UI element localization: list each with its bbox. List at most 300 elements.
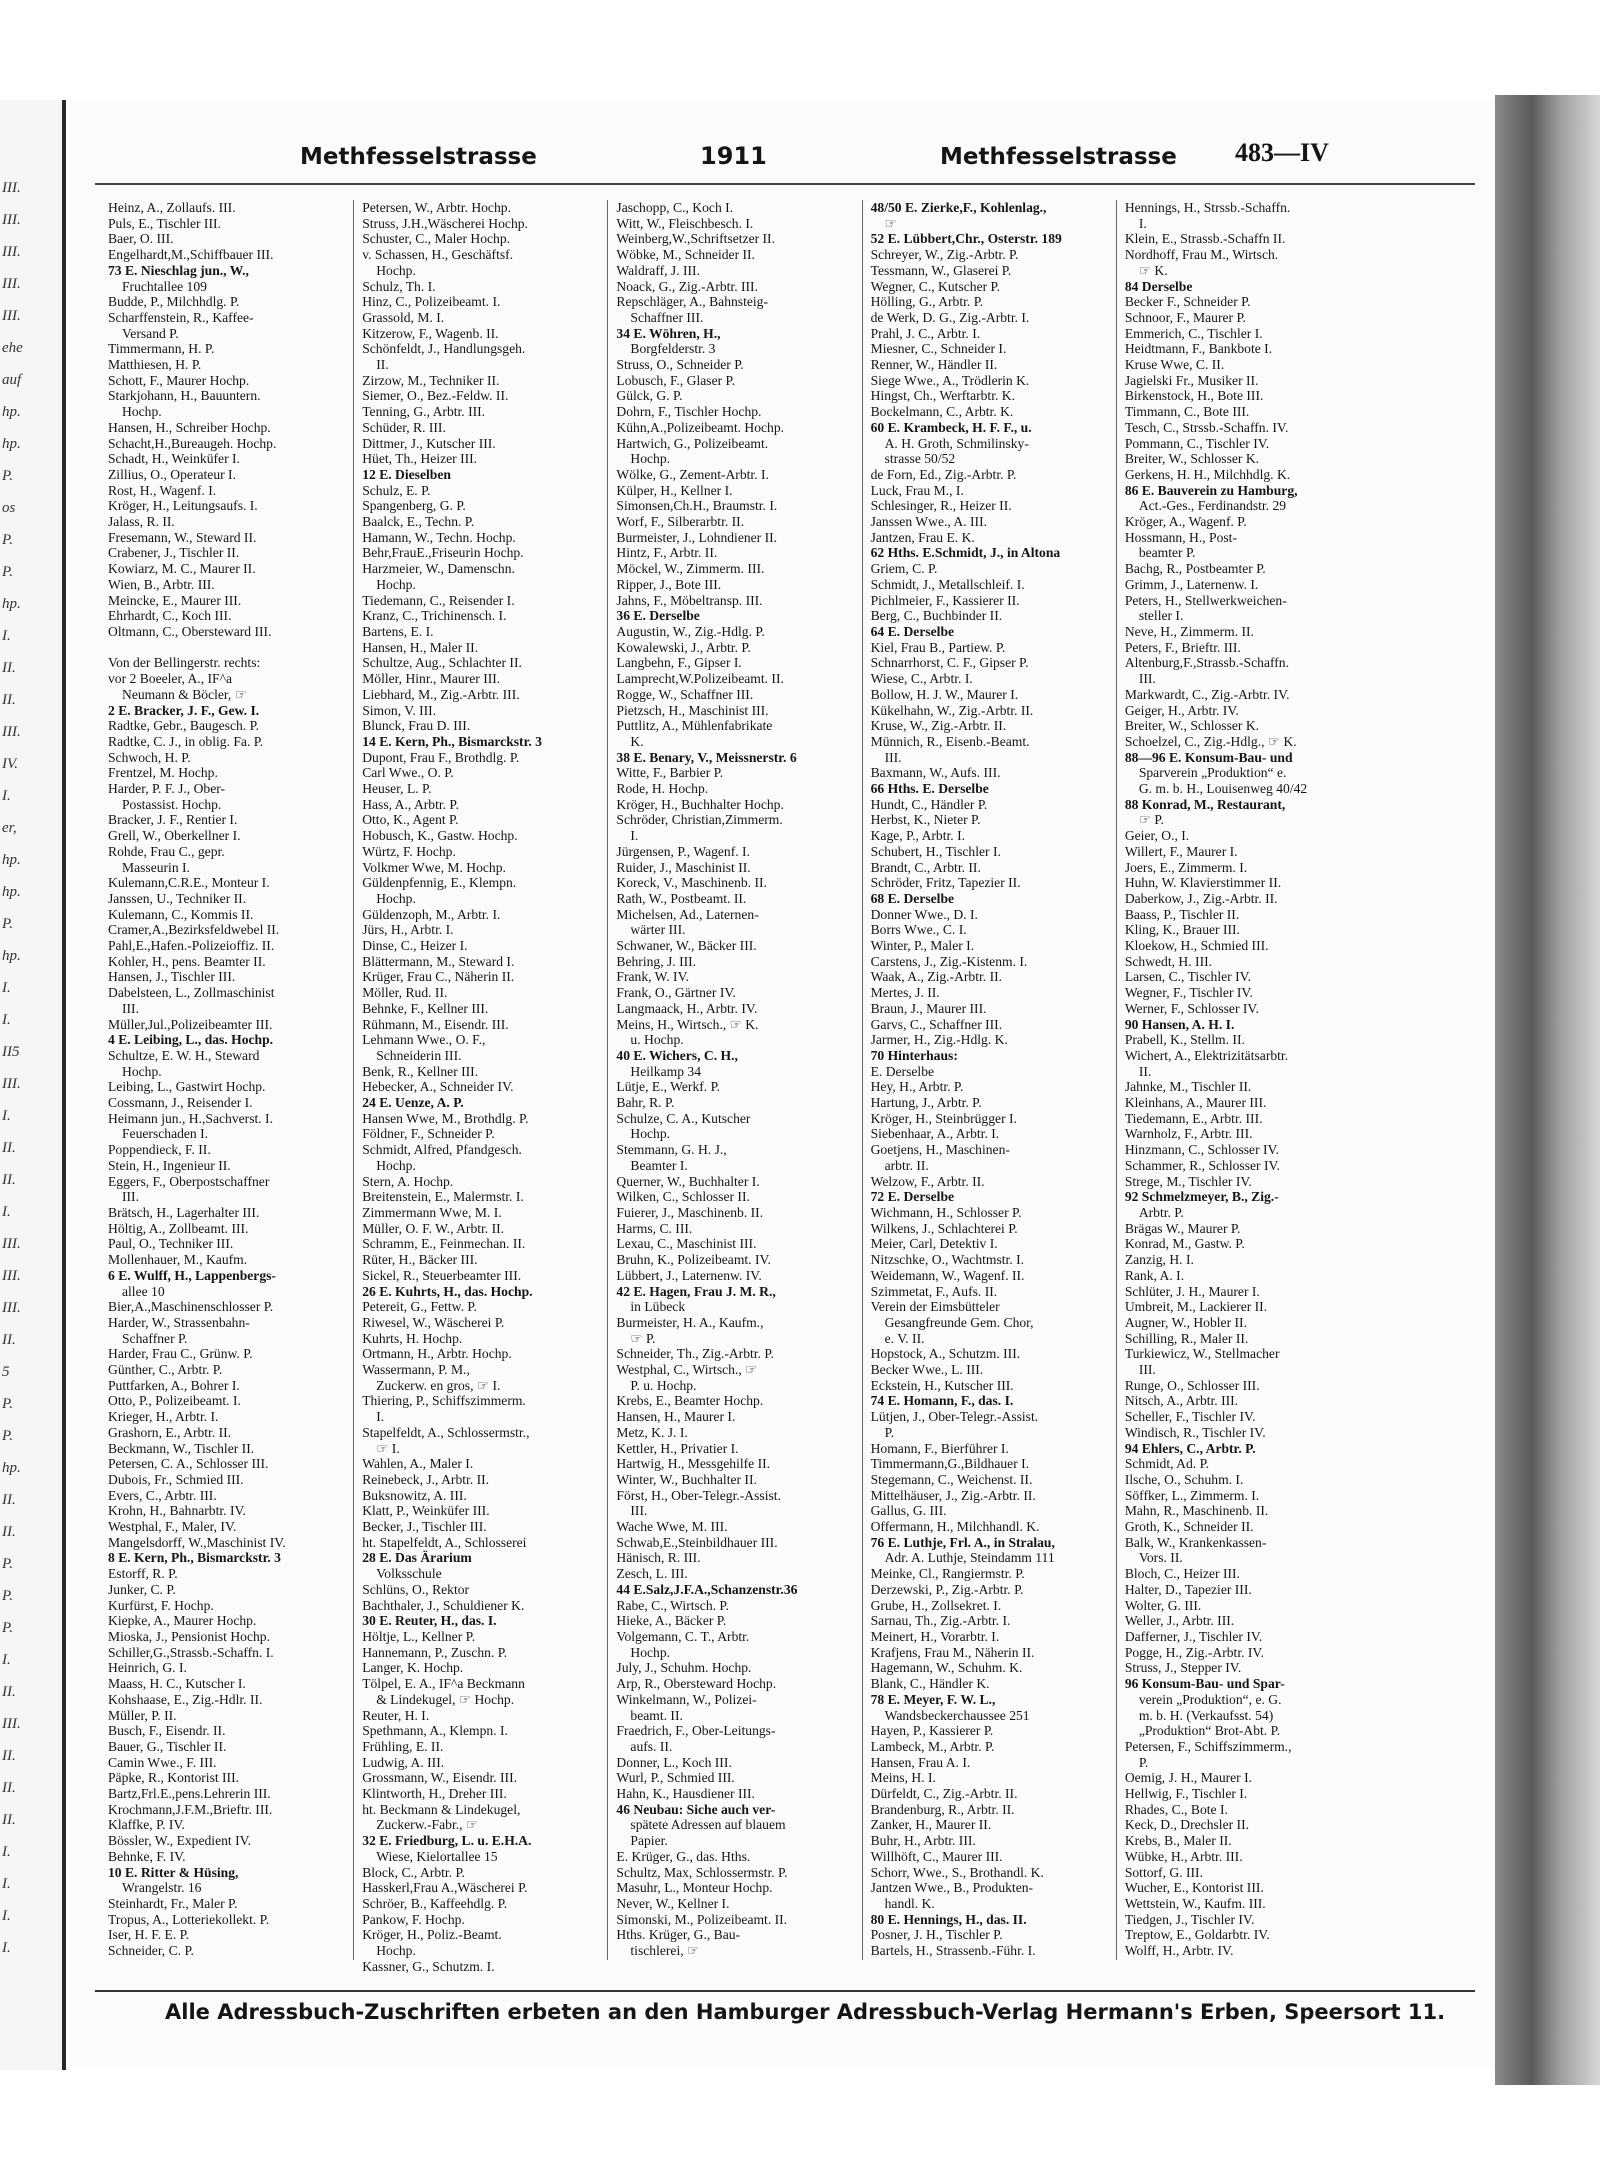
left-page-fragment: I.	[2, 1108, 11, 1124]
page-number: 483—IV	[1235, 138, 1329, 167]
directory-entry: Hasskerl,Frau A.,Wäscherei P.	[362, 1880, 528, 1896]
directory-entry: Miesner, C., Schneider I.	[870, 341, 1007, 357]
directory-entry: vor 2 Boeeler, A., IF^a	[108, 671, 232, 687]
directory-entry: Rabe, C., Wirtsch. P.	[616, 1597, 729, 1613]
directory-entry: Feuerschaden I.	[122, 1126, 209, 1142]
directory-entry: Kulemann,C.R.E., Monteur I.	[108, 875, 270, 891]
directory-entry: Iser, H. F. E. P.	[108, 1927, 190, 1943]
directory-entry: Keck, D., Drechsler II.	[1124, 1817, 1249, 1833]
directory-entry: Junker, C. P.	[108, 1581, 176, 1597]
directory-entry: Wegner, C., Kutscher P.	[870, 278, 1000, 294]
directory-entry: Donner, L., Koch III.	[616, 1754, 732, 1770]
left-page-fragment: II.	[2, 1332, 16, 1348]
directory-entry: Rode, H. Hochp.	[616, 781, 709, 797]
directory-entry: Stegemann, C., Weichenst. II.	[870, 1471, 1033, 1487]
directory-entry: Never, W., Kellner I.	[616, 1895, 730, 1911]
directory-entry: Klatt, P., Weinküfer III.	[362, 1503, 490, 1519]
directory-entry: strasse 50/52	[884, 451, 956, 467]
directory-entry: Stapelfeldt, A., Schlossermstr.,	[362, 1424, 530, 1440]
previous-page-edge	[0, 100, 66, 2070]
directory-entry: Krieger, H., Arbtr. I.	[108, 1409, 219, 1425]
directory-entry: Kowiarz, M. C., Maurer II.	[108, 561, 256, 577]
directory-entry: Ripper, J., Bote III.	[616, 576, 722, 592]
directory-entry: Welzow, F., Arbtr. II.	[870, 1173, 985, 1189]
directory-entry: 42 E. Hagen, Frau J. M. R.,	[616, 1283, 776, 1299]
directory-entry: 52 E. Lübbert,Chr., Osterstr. 189	[870, 231, 1062, 247]
directory-entry: Wache Wwe, M. III.	[616, 1519, 728, 1535]
directory-entry: Grube, H., Zollsekret. I.	[870, 1597, 1002, 1613]
directory-entry: Krohn, H., Bahnarbtr. IV.	[108, 1503, 246, 1519]
directory-entry: Petersen, F., Schiffszimmerm.,	[1124, 1738, 1292, 1754]
directory-entry: Wichmann, H., Schlosser P.	[870, 1205, 1022, 1220]
directory-entry: Grassold, M. I.	[362, 309, 445, 325]
directory-entry: Hinz, C., Polizeibeamt. I.	[362, 294, 501, 310]
left-page-fragment: II.	[2, 1812, 16, 1828]
directory-entry: Arbtr. P.	[1138, 1205, 1184, 1220]
directory-entry: Kohler, H., pens. Beamter II.	[108, 953, 266, 969]
directory-entry: Baer, O. III.	[108, 231, 174, 247]
directory-entry: Meins, H., Wirtsch., ☞ K.	[616, 1016, 759, 1032]
running-head-right: Methfesselstrasse	[940, 144, 1177, 170]
left-page-fragment: I.	[2, 1908, 11, 1924]
directory-entry: Jürs, H., Arbtr. I.	[362, 922, 454, 938]
left-page-fragment: III.	[2, 1076, 21, 1092]
directory-entry: Hebecker, A., Schneider IV.	[362, 1079, 514, 1095]
directory-entry: Puls, E., Tischler III.	[108, 215, 221, 231]
directory-entry: 2 E. Bracker, J. F., Gew. I.	[108, 702, 260, 718]
directory-entry: Lexau, C., Maschinist III.	[616, 1236, 757, 1252]
directory-entry: Rhades, C., Bote I.	[1124, 1801, 1228, 1817]
directory-entry: Langmaack, H., Arbtr. IV.	[616, 1000, 758, 1016]
directory-entry: Huhn, W. Klavierstimmer II.	[1124, 875, 1282, 891]
directory-entry: Umbreit, M., Lackierer II.	[1124, 1299, 1268, 1315]
left-page-fragment: II.	[2, 692, 16, 708]
directory-entry: Carstens, J., Zig.-Kistenm. I.	[870, 953, 1028, 969]
directory-entry: Berg, C., Buchbinder II.	[870, 608, 1003, 624]
directory-entry: Treptow, E., Goldarbtr. IV.	[1124, 1927, 1270, 1943]
directory-entry: beamt. II.	[630, 1707, 683, 1723]
directory-entry: Hossmann, H., Post-	[1124, 529, 1237, 545]
directory-entry: steller I.	[1138, 608, 1184, 624]
directory-entry: Verein der Eimsbütteler	[870, 1299, 1000, 1315]
directory-entry: Runge, O., Schlosser III.	[1124, 1377, 1260, 1393]
directory-entry: Schilling, R., Maler II.	[1124, 1330, 1249, 1346]
directory-entry: Krüger, Frau C., Näherin II.	[362, 969, 515, 985]
directory-entry: Sparverein „Produktion“ e.	[1138, 765, 1287, 781]
directory-entry: Bartens, E. I.	[362, 623, 434, 639]
directory-entry: aufs. II.	[630, 1738, 673, 1754]
left-page-fragment: II.	[2, 660, 16, 676]
directory-entry: Masseurin I.	[122, 859, 190, 875]
directory-entry: Hansen, H., Maurer I.	[616, 1409, 736, 1425]
directory-entry: Krochmann,J.F.M.,Brieftr. III.	[108, 1801, 273, 1817]
directory-entry: Jahns, F., Möbeltransp. III.	[616, 592, 763, 608]
directory-entry: Kowalewski, J., Arbtr. P.	[616, 639, 751, 655]
directory-entry: Simonsen,Ch.H., Braumstr. I.	[616, 498, 778, 514]
directory-entry: Gallus, G. III.	[870, 1503, 947, 1519]
directory-entry: Hopstock, A., Schutzm. III.	[870, 1346, 1021, 1362]
directory-entry: 32 E. Friedburg, L. u. E.H.A.	[362, 1833, 532, 1849]
directory-entry: Ruider, J., Maschinist II.	[616, 859, 751, 875]
directory-entry: Wien, B., Arbtr. III.	[108, 576, 215, 592]
directory-entry: Puttlitz, A., Mühlenfabrikate	[616, 718, 773, 734]
left-page-fragment: I.	[2, 1940, 11, 1956]
left-page-fragment: P.	[2, 1588, 13, 1604]
directory-entry: m. b. H. (Verkaufsst. 54)	[1138, 1707, 1274, 1723]
directory-entry: Worf, F., Silberarbtr. II.	[616, 514, 745, 530]
left-page-fragment: I.	[2, 1876, 11, 1892]
left-page-fragment: III.	[2, 244, 21, 260]
directory-entry: Koreck, V., Maschinenb. II.	[616, 875, 767, 891]
directory-entry: Grossmann, W., Eisendr. III.	[362, 1770, 518, 1786]
directory-entry: Würtz, F. Hochp.	[362, 843, 456, 859]
left-page-fragment: P.	[2, 1620, 13, 1636]
directory-entry: Mollenhauer, M., Kaufm.	[108, 1252, 248, 1268]
directory-entry: Wiese, Kielortallee 15	[376, 1848, 498, 1864]
directory-entry: Starkjohann, H., Bauuntern.	[108, 388, 261, 404]
directory-entry: 88—96 E. Konsum-Bau- und	[1124, 749, 1293, 765]
directory-entry: Zesch, L. III.	[616, 1566, 688, 1582]
directory-entry: Wolter, G. III.	[1124, 1597, 1202, 1613]
directory-entry: Schoelzel, C., Zig.-Hdlg., ☞ K.	[1124, 733, 1297, 749]
directory-entry: Hagemann, W., Schuhm. K.	[870, 1660, 1023, 1676]
directory-entry: 68 E. Derselbe	[870, 890, 955, 906]
directory-entry: Eckstein, H., Kutscher III.	[870, 1377, 1014, 1393]
running-head-left: Methfesselstrasse	[300, 144, 537, 170]
directory-entry: Behnke, F. IV.	[108, 1848, 186, 1864]
directory-entry: Kühn,A.,Polizeibeamt. Hochp.	[616, 419, 785, 435]
directory-entry: Scharffenstein, R., Kaffee-	[108, 309, 254, 325]
directory-entry: Geiger, H., Arbtr. IV.	[1124, 702, 1239, 718]
directory-entry: Evers, C., Arbtr. III.	[108, 1487, 217, 1503]
directory-entry: Bössler, W., Expedient IV.	[108, 1833, 252, 1849]
left-page-fragment: II.	[2, 1492, 16, 1508]
directory-entry: Fuierer, J., Maschinenb. II.	[616, 1205, 764, 1220]
directory-entry: Peters, H., Stellwerkweichen-	[1124, 592, 1287, 608]
directory-entry: Wolff, H., Arbtr. IV.	[1124, 1943, 1234, 1959]
directory-entry: Schröder, Fritz, Tapezier II.	[870, 875, 1021, 891]
directory-entry: Bracker, J. F., Rentier I.	[108, 812, 238, 828]
left-page-fragment: II5	[2, 1044, 20, 1060]
directory-entry: Bloch, C., Heizer III.	[1124, 1566, 1240, 1582]
directory-entry: Schulz, E. P.	[362, 482, 431, 498]
left-page-fragment: II.	[2, 1780, 16, 1796]
directory-entry: Grashorn, E., Arbtr. II.	[108, 1424, 232, 1440]
directory-entry: Altenburg,F.,Strassb.-Schaffn.	[1124, 655, 1289, 671]
directory-entry: Borgfelderstr. 3	[630, 341, 716, 357]
directory-entry: Arp, R., Obersteward Hochp.	[616, 1676, 777, 1692]
directory-entry: Kranz, C., Trichinensch. I.	[362, 608, 507, 624]
directory-entry: Wichert, A., Elektrizitätsarbtr.	[1124, 1047, 1289, 1063]
directory-entry: 60 E. Krambeck, H. F. F., u.	[870, 419, 1032, 435]
directory-entry: Blättermann, M., Steward I.	[362, 953, 515, 969]
directory-entry: Lütjen, J., Ober-Telegr.-Assist.	[870, 1409, 1039, 1425]
directory-entry: Möckel, W., Zimmerm. III.	[616, 561, 765, 577]
directory-entry: Schammer, R., Schlosser IV.	[1124, 1157, 1280, 1173]
directory-entry: v. Schassen, H., Geschäftsf.	[362, 247, 514, 263]
directory-entry: 10 E. Ritter & Hüsing,	[108, 1864, 239, 1880]
directory-entry: Pichlmeier, F., Kassierer II.	[870, 592, 1020, 608]
directory-entry: Poppendieck, F. II.	[108, 1142, 211, 1158]
directory-entry: Schlesinger, R., Heizer II.	[870, 498, 1012, 514]
directory-entry: Hansen, Frau A. I.	[870, 1754, 971, 1770]
directory-entry: Versand P.	[122, 325, 179, 341]
directory-entry: Hochp.	[122, 404, 162, 420]
directory-entry: Windisch, R., Tischler IV.	[1124, 1424, 1266, 1440]
directory-entry: Kettler, H., Privatier I.	[616, 1440, 739, 1456]
directory-entry: Schultze, E. W. H., Steward	[108, 1047, 260, 1063]
directory-entry: 24 E. Uenze, A. P.	[362, 1095, 464, 1111]
directory-entry: Hahn, K., Hausdiener III.	[616, 1786, 755, 1802]
directory-entry: Simonski, M., Polizeibeamt. II.	[616, 1911, 788, 1927]
directory-entry: Pankow, F. Hochp.	[362, 1911, 465, 1927]
left-page-fragment: III.	[2, 276, 21, 292]
directory-entry: Jürgensen, P., Wagenf. I.	[616, 843, 750, 859]
header-rule	[95, 183, 1475, 185]
directory-entry: Grimm, J., Laternenw. I.	[1124, 576, 1259, 592]
directory-entry: Schulze, C. A., Kutscher	[616, 1110, 751, 1126]
directory-entry: Blunck, Frau D. III.	[362, 718, 471, 734]
directory-entry: Hochp.	[376, 1157, 416, 1173]
left-page-fragment: I.	[2, 1652, 11, 1668]
directory-entry: Augustin, W., Zig.-Hdlg. P.	[616, 623, 765, 639]
directory-entry: III.	[630, 1503, 648, 1519]
directory-entry: III.	[1138, 671, 1156, 687]
directory-entry: Rath, W., Postbeamt. II.	[616, 890, 747, 906]
directory-entry: 46 Neubau: Siche auch ver-	[616, 1801, 776, 1817]
directory-entry: & Lindekugel, ☞ Hochp.	[376, 1691, 515, 1707]
directory-entry: Ehrhardt, C., Koch III.	[108, 608, 232, 624]
directory-entry: Frentzel, M. Hochp.	[108, 765, 218, 781]
directory-entry: Act.-Ges., Ferdinandstr. 29	[1138, 498, 1287, 514]
directory-entry: Vors. II.	[1138, 1550, 1183, 1566]
directory-entry: II.	[1138, 1063, 1152, 1079]
year-heading: 1911	[700, 142, 767, 170]
directory-entry: Müller, P. II.	[108, 1707, 177, 1723]
directory-entry: G. m. b. H., Louisenweg 40/42	[1138, 781, 1308, 797]
directory-entry: Schönfeldt, J., Handlungsgeh.	[362, 341, 526, 357]
directory-entry: Tiedgen, J., Tischler IV.	[1124, 1911, 1255, 1927]
directory-entry: Hochp.	[630, 451, 671, 467]
directory-entry: Schlüter, J. H., Maurer I.	[1124, 1283, 1260, 1299]
directory-entry: Papier.	[630, 1833, 668, 1849]
directory-entry: Willert, F., Maurer I.	[1124, 843, 1238, 859]
directory-entry: Prahl, J. C., Arbtr. I.	[870, 325, 981, 341]
directory-entry: Schultze, Aug., Schlachter II.	[362, 655, 522, 671]
directory-entry: Schuster, C., Maler Hochp.	[362, 231, 511, 247]
directory-entry: verein „Produktion“, e. G.	[1138, 1691, 1282, 1707]
directory-entry: Wucher, E., Kontorist III.	[1124, 1880, 1264, 1896]
directory-entry: Oltmann, C., Obersteward III.	[108, 623, 272, 639]
directory-entry: Schnarrhorst, C. F., Gipser P.	[870, 655, 1029, 671]
directory-entry: Schadt, H., Weinküfer I.	[108, 451, 240, 467]
directory-entry: Meier, Carl, Detektiv I.	[870, 1236, 998, 1252]
directory-entry: Baass, P., Tischler II.	[1124, 906, 1240, 922]
directory-entry: Peters, F., Brieftr. III.	[1124, 639, 1241, 655]
directory-entry: Blank, C., Händler K.	[870, 1676, 990, 1692]
directory-entry: Brätsch, H., Lagerhalter III.	[108, 1205, 260, 1220]
directory-entry: K.	[630, 733, 644, 749]
directory-entry: III.	[122, 1000, 139, 1016]
directory-entry: Homann, F., Bierführer I.	[870, 1440, 1009, 1456]
directory-entry: Baalck, E., Techn. P.	[362, 514, 475, 530]
directory-entry: wärter III.	[630, 922, 686, 938]
directory-entry: Pietzsch, H., Maschinist III.	[616, 702, 769, 718]
directory-entry: 66 Hths. E. Derselbe	[870, 781, 989, 797]
directory-entry: Markwardt, C., Zig.-Arbtr. IV.	[1124, 686, 1290, 702]
directory-entry: Reuter, H. I.	[362, 1707, 430, 1723]
directory-entry: 92 Schmelzmeyer, B., Zig.-	[1124, 1189, 1279, 1205]
directory-entry: Gesangfreunde Gem. Chor,	[884, 1314, 1034, 1330]
directory-entry: Thiering, P., Schiffszimmerm.	[362, 1393, 526, 1409]
directory-entry: Sottorf, G. III.	[1124, 1864, 1203, 1880]
directory-entry: Weidemann, W., Wagenf. II.	[870, 1267, 1025, 1283]
left-page-fragment: hp.	[2, 948, 21, 964]
directory-entry: Wilkens, J., Schlachterei P.	[870, 1220, 1018, 1236]
directory-entry: Siebenhaar, A., Arbtr. I.	[870, 1126, 1000, 1142]
left-page-fragment: I.	[2, 980, 11, 996]
directory-entry: Riwesel, W., Wäscherei P.	[362, 1314, 505, 1330]
directory-entry: Struss, J., Stepper IV.	[1124, 1660, 1242, 1676]
directory-entry: Krafjens, Frau M., Näherin II.	[870, 1644, 1035, 1660]
directory-entry: Jaschopp, C., Koch I.	[616, 200, 734, 215]
directory-entry: Offermann, H., Milchhandl. K.	[870, 1519, 1040, 1535]
left-page-fragment: hp.	[2, 404, 21, 420]
directory-entry: Struss, J.H.,Wäscherei Hochp.	[362, 215, 528, 231]
directory-entry: P. u. Hochp.	[630, 1377, 697, 1393]
directory-entry: Pommann, C., Tischler IV.	[1124, 435, 1270, 451]
directory-entry: Bier,A.,Maschinenschlosser P.	[108, 1299, 274, 1315]
directory-entry: Spethmann, A., Klempn. I.	[362, 1723, 508, 1739]
directory-entry: Westphal, F., Maler, IV.	[108, 1519, 237, 1535]
directory-entry: Päpke, R., Kontorist III.	[108, 1770, 240, 1786]
directory-entry: Hartwig, H., Messgehilfe II.	[616, 1456, 771, 1472]
directory-entry: III.	[122, 1189, 139, 1205]
directory-entry: Harzmeier, W., Damenschn.	[362, 561, 515, 577]
directory-entry: Schmidt, J., Metallschleif. I.	[870, 576, 1025, 592]
directory-entry: Geier, O., I.	[1124, 828, 1190, 844]
directory-entry: Griem, C. P.	[870, 561, 938, 577]
directory-entry: Bollow, H. J. W., Maurer I.	[870, 686, 1019, 702]
directory-entry: Radtke, C. J., in oblig. Fa. P.	[108, 733, 264, 749]
left-page-fragment: P.	[2, 564, 13, 580]
directory-entry: Hths. Krüger, G., Bau-	[616, 1927, 741, 1943]
directory-entry: Schneider, C. P.	[108, 1943, 194, 1959]
directory-entry: Kröger, H., Leitungsaufs. I.	[108, 498, 258, 514]
directory-entry: Donner Wwe., D. I.	[870, 906, 978, 922]
directory-entry: Hansen Wwe, M., Brothdlg. P.	[362, 1110, 529, 1126]
left-page-fragment: III.	[2, 308, 21, 324]
directory-entry: Meinert, H., Vorarbtr. I.	[870, 1628, 1000, 1644]
left-page-fragment: I.	[2, 788, 11, 804]
directory-entry: Meincke, E., Maurer III.	[108, 592, 242, 608]
directory-entry: Weinberg,W.,Schriftsetzer II.	[616, 231, 775, 247]
directory-entry: ☞ P.	[1138, 812, 1164, 828]
left-page-fragment: I.	[2, 1012, 11, 1028]
directory-entry: P.	[884, 1424, 895, 1440]
directory-entry: Spangenberg, G. P.	[362, 498, 466, 514]
left-page-fragment: II.	[2, 1140, 16, 1156]
directory-entry: Sickel, R., Steuerbeamter III.	[362, 1267, 522, 1283]
directory-entry: Dürfeldt, C., Zig.-Arbtr. II.	[870, 1786, 1018, 1802]
directory-entry: Rost, H., Wagenf. I.	[108, 482, 217, 498]
directory-entry: Zimmermann Wwe, M. I.	[362, 1205, 502, 1220]
directory-entry: Meins, H. I.	[870, 1770, 936, 1786]
left-page-fragment: III.	[2, 1716, 21, 1732]
directory-entry: Kurfürst, F. Hochp.	[108, 1597, 214, 1613]
directory-entry: Breiter, W., Schlosser K.	[1124, 451, 1260, 467]
directory-entry: Kiel, Frau B., Partiew. P.	[870, 639, 1006, 655]
directory-entry: Witte, F., Barbier P.	[616, 765, 724, 781]
directory-entry: Krebs, E., Beamter Hochp.	[616, 1393, 764, 1409]
publisher-footer: Alle Adressbuch-Zuschriften erbeten an den Hamburger Adressbuch-Verlag Hermann's Erben, Speersort 11.	[165, 2000, 1446, 2024]
directory-entry: Behnke, F., Kellner III.	[362, 1000, 489, 1016]
directory-entry: Wrangelstr. 16	[122, 1880, 202, 1896]
directory-entry: Renner, W., Händler II.	[870, 357, 998, 373]
directory-entry: E. Krüger, G., das. Hths.	[616, 1848, 751, 1864]
directory-entry: Halter, D., Tapezier III.	[1124, 1581, 1252, 1597]
directory-entry: Mioska, J., Pensionist Hochp.	[108, 1628, 270, 1644]
directory-entry: Crabener, J., Tischler II.	[108, 545, 240, 561]
directory-entry: Hintz, F., Arbtr. II.	[616, 545, 718, 561]
directory-entry: Müller, O. F. W., Arbtr. II.	[362, 1220, 505, 1236]
directory-entry: Fresemann, W., Steward II.	[108, 529, 257, 545]
directory-entry: Kloekow, H., Schmied III.	[1124, 938, 1269, 954]
directory-entry: Kuhrts, H. Hochp.	[362, 1330, 463, 1346]
directory-entry: Witt, W., Fleischbesch. I.	[616, 215, 754, 231]
directory-entry: I.	[630, 828, 639, 844]
left-page-fragment: II.	[2, 1684, 16, 1700]
directory-entry: 38 E. Benary, V., Meissnerstr. 6	[616, 749, 797, 765]
left-page-fragment: ehe	[2, 340, 23, 356]
directory-entry: III.	[884, 749, 902, 765]
directory-entry: u. Hochp.	[630, 1032, 684, 1048]
directory-entry: Hochp.	[376, 1943, 416, 1959]
directory-entry: Schwoch, H. P.	[108, 749, 191, 765]
directory-entry: Schnoor, F., Maurer P.	[1124, 309, 1246, 325]
directory-entry: Hüet, Th., Heizer III.	[362, 451, 478, 467]
directory-entry: Külper, H., Kellner I.	[616, 482, 733, 498]
directory-entry: Schröder, Christian,Zimmerm.	[616, 812, 783, 828]
directory-entry: Tiedemann, C., Reisender I.	[362, 592, 515, 608]
directory-entry: Daberkow, J., Zig.-Arbtr. II.	[1124, 890, 1278, 906]
directory-entry: Höltje, L., Kellner P.	[362, 1628, 476, 1644]
directory-entry: 80 E. Hennings, H., das. II.	[870, 1911, 1027, 1927]
directory-entry: Siege Wwe., A., Trödlerin K.	[870, 372, 1030, 388]
directory-entry: Becker, J., Tischler III.	[362, 1519, 487, 1535]
directory-entry: Matthiesen, H. P.	[108, 357, 202, 373]
directory-entry: Kulemann, C., Kommis II.	[108, 906, 254, 922]
directory-entry: Postassist. Hochp.	[122, 796, 222, 812]
directory-entry: Klintworth, H., Dreher III.	[362, 1786, 507, 1802]
directory-entry: Behr,FrauE.,Friseurin Hochp.	[362, 545, 524, 561]
column-2	[353, 200, 607, 1974]
directory-entry: July, J., Schuhm. Hochp.	[616, 1660, 752, 1676]
directory-entry: Beckmann, W., Tischler II.	[108, 1440, 255, 1456]
directory-entry: Rogge, W., Schaffner III.	[616, 686, 754, 702]
directory-entry: Bartz,Frl.E.,pens.Lehrerin III.	[108, 1786, 271, 1802]
directory-entry: Luck, Frau M., I.	[870, 482, 964, 498]
directory-entry: Kükelhahn, W., Zig.-Arbtr. II.	[870, 702, 1034, 718]
left-page-fragment: I.	[2, 1204, 11, 1220]
directory-entry: Werner, F., Schlosser IV.	[1124, 1000, 1259, 1016]
directory-entry: I.	[376, 1409, 385, 1425]
directory-entry: Hansen, H., Schreiber Hochp.	[108, 419, 271, 435]
directory-entry: e. V. II.	[884, 1330, 925, 1346]
left-page-fragment: auf	[2, 372, 22, 388]
directory-entry: 78 E. Meyer, F. W. L.,	[870, 1691, 996, 1707]
directory-entry: Wettstein, W., Kaufm. III.	[1124, 1895, 1266, 1911]
